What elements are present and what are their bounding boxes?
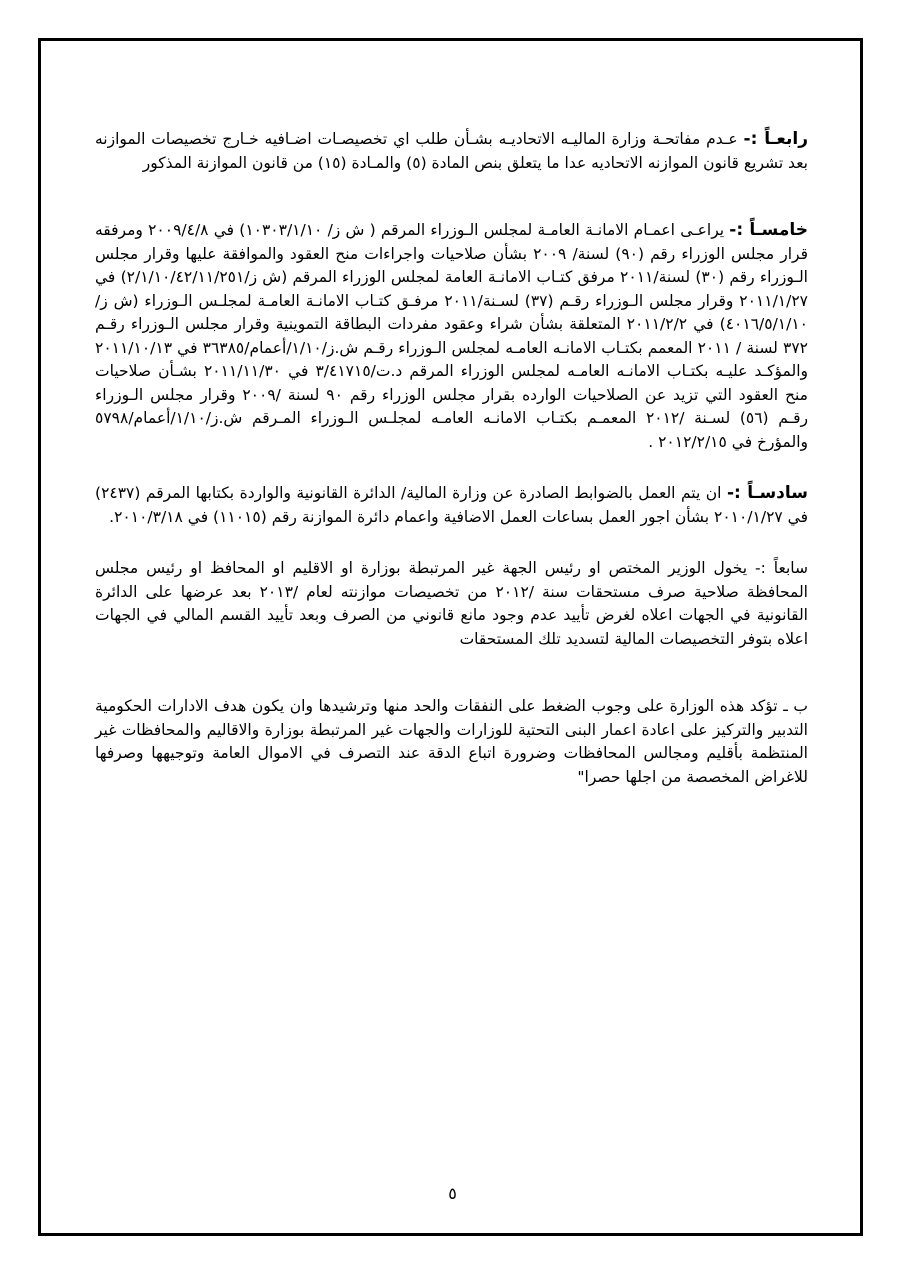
- section-text: يراعـى اعمـام الامانـة العامـة لمجلس الـوزراء المرقم ( ش ز/ ١٠٣٠٣/١/١٠) في ٢٠٠٩/٤/٨ ومرفقه قرار مجلس الوزراء رقم (٩٠) لسنة/ ٢٠٠٩ بشأن صلاحيات واجراءات منح العقود والموافقة عليها وقرار مجلس الـوزراء رقم (٣٠) لسنة/٢٠١١ مرفق كتـاب الامانـة العامة لمجلس الوزراء المرقم (ش ز/٢/١/١٠/٤٢/١١/٢٥١) في ٢٠١١/١/٢٧ وقرار مجلس الـوزراء رقـم (٣٧) لسـنة/٢٠١١ مرفـق كتـاب الامانـة العامـة لمجلـس الـوزراء (ش ز/٤٠١٦/٥/١/١٠) في ٢٠١١/٢/٢ المتعلقة بشأن شراء وعقود مفردات البطاقة التموينية وقرار مجلس الـوزراء رقـم ٣٧٢ لسنة / ٢٠١١ المعمم بكتـاب الامانـه العامـه لمجلس الـوزراء رقـم ش.ز/١/١٠/أعمام/٣٦٣٨٥ في ٢٠١١/١٠/١٣ والمؤكـد عليـه بكتـاب الامانـه العامـه لمجلس الوزراء المرقم د.ت/٣/٤١٧١٥ في ٢٠١١/١١/٣٠ بشـأن صلاحيات منح العقود التي تزيد عن الصلاحيات الوارده بقرار مجلس الوزراء رقم ٩٠ لسنة /٢٠٠٩ وقرار مجلس الـوزراء رقـم (٥٦) لسـنة /٢٠١٢ المعمـم بكتـاب الامانـه العامـه لمجلـس الـوزراء المـرقم ش.ز/١/١٠/أعمام/٥٧٩٨ والمؤرخ في ٢٠١٢/٢/١٥ .: [95, 221, 809, 451]
- section-fifth: [95, 219, 808, 454]
- section-seventh: [95, 557, 808, 651]
- page-number: ٥: [448, 1184, 457, 1203]
- section-text: عـدم مفاتحـة وزارة الماليـه الاتحاديـه بشـأن طلب اي تخصيصـات اضـافيه خـارج تخصيصات الموازنه بعد تشريع قانون الموازنه الاتحاديه عدا ما يتعلق بنص المادة (٥) والمـادة (١٥) من قانون الموازنة المذكور: [95, 130, 808, 172]
- section-label: رابعـاً :-: [743, 129, 809, 149]
- section-text: ب ـ تؤكد هذه الوزارة على وجوب الضغط على النفقات والحد منها وترشيدها وان يكون هدف الادارات الحكومية التدبير والتركيز على اعادة اعمار البنى التحتية للوزارات والجهات غير المرتبطة بوزارة والاقاليم والمحافظات غير المنتظمة بأقليم ومجالس المحافظات وضرورة اتباع الدقة عند التصرف في الاموال العامة وتوجيهها وصرفها للاغراض المخصصة من اجلها حصرا": [95, 697, 808, 786]
- section-label: سادسـاً :-: [726, 483, 809, 503]
- section-text: سابعاً :- يخول الوزير المختص او رئيس الجهة غير المرتبطة بوزارة او الاقليم او المحافظ او رئيس مجلس المحافظة صلاحية صرف مستحقات سنة /٢٠١٢ من تخصيصات موازنته لعام /٢٠١٣ بعد عرضها على الدائرة القانونية في الجهات اعلاه لغرض تأييد عدم وجود مانع قانوني من الصرف وبعد تأييد القسم المالي في الجهات اعلاه بتوفر التخصيصات المالية لتسديد تلك المستحقات: [95, 559, 808, 648]
- section-sixth: [95, 482, 808, 529]
- section-label: خامسـاً :-: [729, 220, 809, 240]
- document-body: [95, 128, 808, 789]
- section-text: ان يتم العمل بالضوابط الصادرة عن وزارة المالية/ الدائرة القانونية والواردة بكتابها المرقم (٢٤٣٧) في ٢٠١٠/١/٢٧ بشأن اجور العمل بساعات العمل الاضافية واعمام دائرة الموازنة رقم (١١٠١٥) في ٢٠١٠/٣/١٨.: [95, 484, 808, 526]
- section-fourth: [95, 128, 808, 175]
- section-b: [95, 695, 808, 789]
